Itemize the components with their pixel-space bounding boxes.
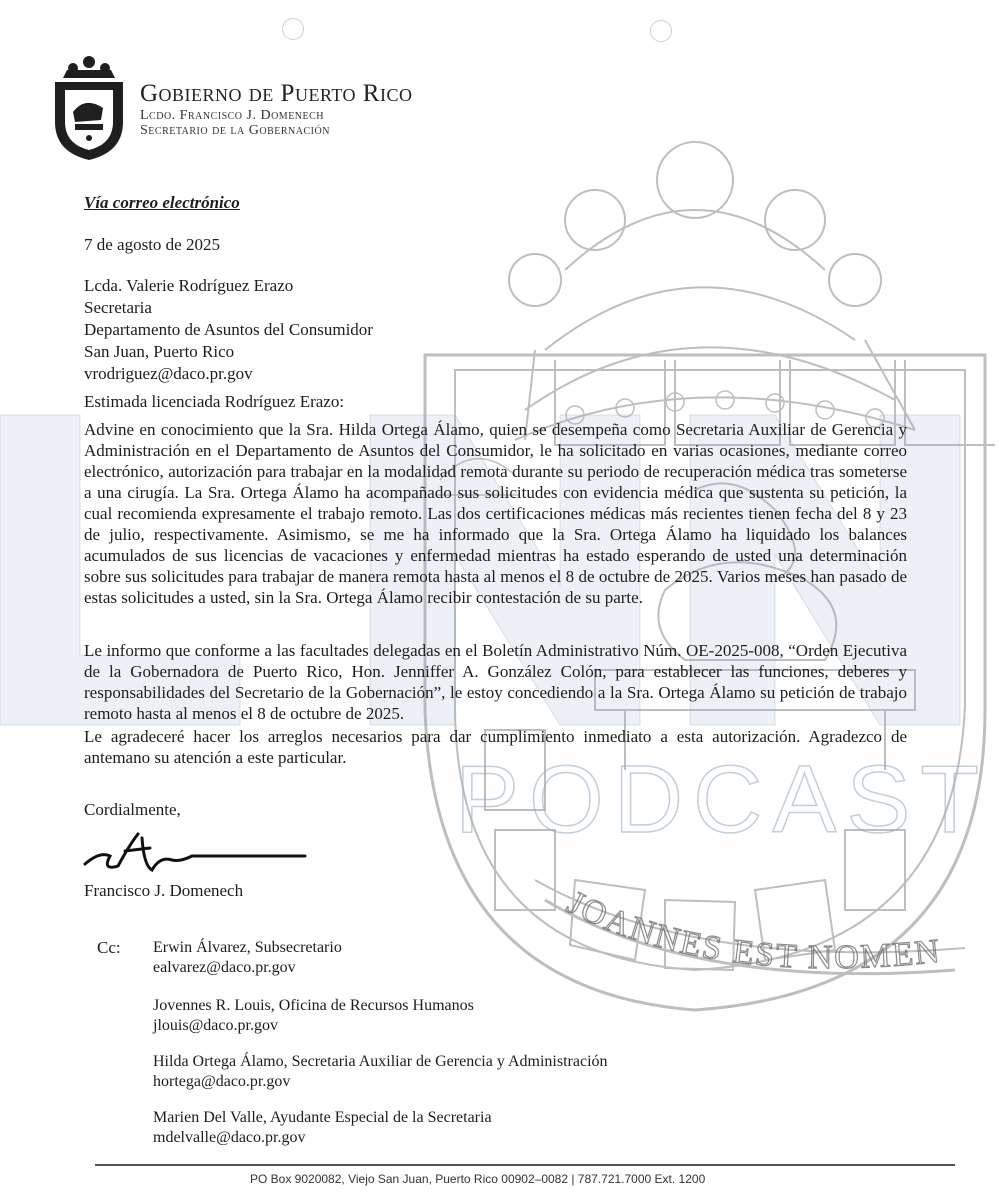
footer-address: PO Box 9020082, Viejo San Juan, Puerto Rico 00902–0082 | 787.721.7000 Ext. 1200 bbox=[250, 1172, 706, 1186]
paragraph-1: Advine en conocimiento que la Sra. Hilda Ortega Álamo, quien se desempeña como Secretaria Auxiliar de Gerencia y Administración en el Departamento de Asuntos del Consumidor, le ha solicitado en varias ocasiones, mediante correo electrónico, autorización para trabajar en la modalidad remota durante su periodo de recuperación médica tras someterse a una cirugía. La Sra. Ortega Álamo ha acompañado sus solicitudes con evidencia médica que sustenta su petición, la cual recomienda expresamente el trabajo remoto. Las dos certificaciones médicas más recientes tienen fecha del 8 y 23 de julio, respectivamente. Asimismo, se me ha informado que la Sra. Ortega Álamo ha liquidado los balances acumulados de sus licencias de vacaciones y enfermedad mientras ha estado esperando de usted una determinación sobre sus solicitudes para trabajar de manera remota hasta al menos el 8 de octubre de 2025. Varios meses han pasado de estas solicitudes a usted, sin la Sra. Ortega Álamo recibir contestación de su parte. bbox=[84, 420, 907, 607]
paragraph-2: Le informo que conforme a las facultades delegadas en el Boletín Administrativo Núm. OE-2025-008, “Orden Ejecutiva de la Gobernadora de Puerto Rico, Hon. Jenniffer A. González Colón, para establecer las funciones, deberes y responsabilidades del Secretario de la Gobernación”, le estoy concediendo a la Sra. Ortega Álamo su petición de trabajo remoto hasta al menos el 8 de octubre de 2025. bbox=[84, 641, 907, 723]
recipient-title: Secretaria bbox=[84, 298, 152, 317]
cc-email: mdelvalle@daco.pr.gov bbox=[153, 1129, 306, 1146]
recipient-block bbox=[84, 275, 373, 385]
letterhead-position: Secretario de la Gobernación bbox=[140, 123, 330, 138]
cc-name: Marien Del Valle, Ayudante Especial de la Secretaria bbox=[153, 1109, 492, 1126]
letterhead-name: Lcdo. Francisco J. Domenech bbox=[140, 108, 325, 123]
punch-hole bbox=[650, 20, 672, 42]
letterhead-title: Gobierno de Puerto Rico bbox=[140, 80, 413, 107]
paragraph-3: Le agradeceré hacer los arreglos necesarios para dar cumplimiento inmediato a esta autorización. Agradezco de antemano su atención a este particular. bbox=[84, 727, 907, 767]
crest-motto: JOANNES EST NOMEN bbox=[561, 884, 943, 977]
cc-entry bbox=[153, 996, 474, 1036]
cc-email: hortega@daco.pr.gov bbox=[153, 1073, 291, 1090]
footer-divider bbox=[95, 1164, 955, 1166]
recipient-name: Lcda. Valerie Rodríguez Erazo bbox=[84, 276, 294, 295]
cc-name: Hilda Ortega Álamo, Secretaria Auxiliar de Gerencia y Administración bbox=[153, 1053, 608, 1070]
cc-email: ealvarez@daco.pr.gov bbox=[153, 959, 296, 976]
cc-entry bbox=[153, 938, 342, 978]
cc-email: jlouis@daco.pr.gov bbox=[153, 1017, 278, 1034]
podcast-watermark: PODCAST bbox=[455, 746, 990, 853]
cc-label: Cc: bbox=[97, 938, 121, 957]
recipient-department: Departamento de Asuntos del Consumidor bbox=[84, 320, 373, 339]
greeting: Estimada licenciada Rodríguez Erazo: bbox=[84, 392, 345, 411]
government-seal-icon bbox=[45, 52, 133, 162]
cc-entry bbox=[153, 1108, 492, 1148]
cc-name: Jovennes R. Louis, Oficina de Recursos Humanos bbox=[153, 997, 474, 1014]
recipient-email: vrodriguez@daco.pr.gov bbox=[84, 364, 253, 383]
svg-text:JOANNES EST NOMEN bbox=[561, 884, 943, 976]
cc-entry bbox=[153, 1052, 608, 1092]
cc-name: Erwin Álvarez, Subsecretario bbox=[153, 939, 342, 956]
punch-hole bbox=[282, 18, 304, 40]
recipient-city: San Juan, Puerto Rico bbox=[84, 342, 235, 361]
signer-name: Francisco J. Domenech bbox=[84, 881, 244, 900]
delivery-method: Vía correo electrónico bbox=[84, 193, 240, 212]
letter-date: 7 de agosto de 2025 bbox=[84, 235, 220, 254]
signature-icon bbox=[80, 826, 310, 881]
closing: Cordialmente, bbox=[84, 800, 181, 819]
letterhead bbox=[140, 80, 412, 138]
